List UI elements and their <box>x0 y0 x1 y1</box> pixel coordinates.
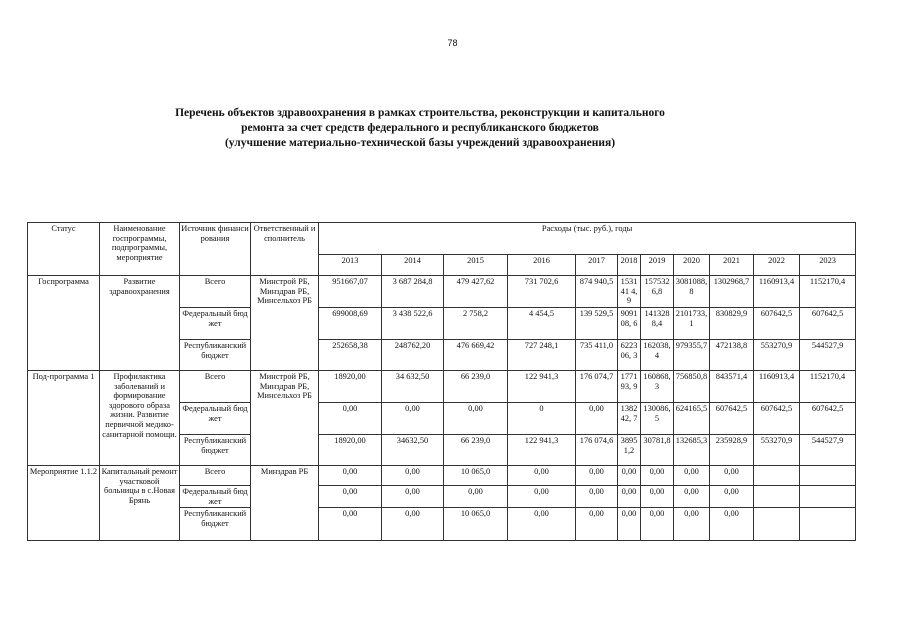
cell-value: 874 940,5 <box>576 276 618 308</box>
cell-value <box>800 486 856 508</box>
cell-value: 0,00 <box>382 403 444 435</box>
cell-value: 1160913,4 <box>754 371 800 403</box>
cell-value: 30781,8 <box>641 435 674 466</box>
year-header: 2015 <box>444 255 508 276</box>
cell-value: 0 <box>508 403 576 435</box>
row-source: Всего <box>180 371 251 403</box>
cell-value: 162038,4 <box>641 340 674 371</box>
cell-value <box>754 486 800 508</box>
year-header: 2018 <box>618 255 641 276</box>
year-header: 2020 <box>674 255 710 276</box>
cell-value: 2 758,2 <box>444 308 508 340</box>
header-expenses: Расходы (тыс. руб.), годы <box>319 223 856 255</box>
year-header: 2023 <box>800 255 856 276</box>
cell-value: 0,00 <box>710 508 754 541</box>
cell-value: 843571,4 <box>710 371 754 403</box>
cell-value: 0,00 <box>508 466 576 486</box>
cell-value: 699008,69 <box>319 308 382 340</box>
year-header: 2022 <box>754 255 800 276</box>
cell-value: 0,00 <box>618 508 641 541</box>
year-header: 2016 <box>508 255 576 276</box>
cell-value: 10 065,0 <box>444 508 508 541</box>
cell-value: 0,00 <box>576 508 618 541</box>
row-executor: Минстрой РБ, Минздрав РБ, Минсельхоз РБ <box>251 276 319 371</box>
cell-value: 735 411,0 <box>576 340 618 371</box>
row-status: Госпрограмма <box>28 276 100 371</box>
cell-value: 0,00 <box>319 508 382 541</box>
year-header: 2014 <box>382 255 444 276</box>
cell-value: 909108, 6 <box>618 308 641 340</box>
cell-value: 0,00 <box>641 508 674 541</box>
cell-value: 34632,50 <box>382 435 444 466</box>
cell-value: 3895 1,2 <box>618 435 641 466</box>
cell-value: 0,00 <box>710 486 754 508</box>
cell-value: 177193, 9 <box>618 371 641 403</box>
cell-value: 607642,5 <box>710 403 754 435</box>
cell-value: 0,00 <box>618 486 641 508</box>
cell-value: 479 427,62 <box>444 276 508 308</box>
cell-value: 727 248,1 <box>508 340 576 371</box>
cell-value: 1160913,4 <box>754 276 800 308</box>
cell-value: 0,00 <box>576 466 618 486</box>
page-number: 78 <box>447 38 458 48</box>
cell-value: 2101733,1 <box>674 308 710 340</box>
cell-value: 0,00 <box>319 486 382 508</box>
cell-value: 607642,5 <box>800 308 856 340</box>
cell-value: 160868,3 <box>641 371 674 403</box>
cell-value: 235928,9 <box>710 435 754 466</box>
row-source: Республиканский бюджет <box>180 435 251 466</box>
cell-value: 4 454,5 <box>508 308 576 340</box>
cell-value: 0,00 <box>710 466 754 486</box>
cell-value: 139 529,5 <box>576 308 618 340</box>
row-source: Республиканский бюджет <box>180 508 251 541</box>
cell-value: 476 669,42 <box>444 340 508 371</box>
cell-value: 0,00 <box>382 486 444 508</box>
cell-value: 830829,9 <box>710 308 754 340</box>
cell-value: 553270,9 <box>754 340 800 371</box>
cell-value: 1575326,8 <box>641 276 674 308</box>
cell-value: 951667,07 <box>319 276 382 308</box>
cell-value: 607642,5 <box>754 403 800 435</box>
cell-value: 0,00 <box>319 466 382 486</box>
expenses-table <box>27 222 856 541</box>
cell-value: 0,00 <box>508 486 576 508</box>
cell-value: 0,00 <box>674 508 710 541</box>
title-line-1: Перечень объектов здравоохранения в рамках строительства, реконструкции и капитального <box>175 107 665 119</box>
cell-value: 0,00 <box>576 486 618 508</box>
cell-value: 3 687 284,8 <box>382 276 444 308</box>
cell-value: 66 239,0 <box>444 435 508 466</box>
row-executor: Минстрой РБ, Минздрав РБ, Минсельхоз РБ <box>251 371 319 466</box>
cell-value: 248762,20 <box>382 340 444 371</box>
cell-value: 122 941,3 <box>508 371 576 403</box>
cell-value: 0,00 <box>508 508 576 541</box>
header-status: Статус <box>28 223 100 276</box>
title-line-3: (улучшение материально-технической базы учреждений здравоохранения) <box>224 137 616 149</box>
cell-value: 0,00 <box>674 486 710 508</box>
cell-value: 18920,00 <box>319 371 382 403</box>
cell-value: 1152170,4 <box>800 371 856 403</box>
cell-value: 0,00 <box>618 466 641 486</box>
cell-value: 132685,3 <box>674 435 710 466</box>
row-name: Капитальный ремонт участковой больницы в с.Новая Брянь <box>100 466 180 541</box>
cell-value: 0,00 <box>641 466 674 486</box>
cell-value: 553270,9 <box>754 435 800 466</box>
cell-value: 176 074,7 <box>576 371 618 403</box>
row-executor: Минздрав РБ <box>251 466 319 541</box>
cell-value: 0,00 <box>444 403 508 435</box>
row-name: Профилактика заболеваний и формирование здорового образа жизни. Развитие первичной медико-санитарной помощи. <box>100 371 180 466</box>
cell-value: 0,00 <box>382 466 444 486</box>
year-header: 2019 <box>641 255 674 276</box>
cell-value: 0,00 <box>576 403 618 435</box>
year-header: 2017 <box>576 255 618 276</box>
row-source: Республиканский бюджет <box>180 340 251 371</box>
cell-value: 544527,9 <box>800 435 856 466</box>
cell-value <box>800 508 856 541</box>
cell-value <box>800 466 856 486</box>
year-header: 2013 <box>319 255 382 276</box>
cell-value: 0,00 <box>382 508 444 541</box>
cell-value: 1152170,4 <box>800 276 856 308</box>
year-header: 2021 <box>710 255 754 276</box>
cell-value: 252658,38 <box>319 340 382 371</box>
cell-value: 10 065,0 <box>444 466 508 486</box>
row-source: Федеральный бюджет <box>180 308 251 340</box>
cell-value: 3 438 522,6 <box>382 308 444 340</box>
cell-value: 122 941,3 <box>508 435 576 466</box>
row-source: Федеральный бюджет <box>180 486 251 508</box>
cell-value: 622306, 3 <box>618 340 641 371</box>
cell-value: 66 239,0 <box>444 371 508 403</box>
cell-value: 3081088,8 <box>674 276 710 308</box>
cell-value: 138242, 7 <box>618 403 641 435</box>
row-status: Мероприятие 1.1.2 <box>28 466 100 541</box>
cell-value: 130086,5 <box>641 403 674 435</box>
cell-value: 979355,7 <box>674 340 710 371</box>
cell-value: 0,00 <box>674 466 710 486</box>
header-source: Источник финансирования <box>180 223 251 276</box>
cell-value: 472138,8 <box>710 340 754 371</box>
cell-value: 607642,5 <box>800 403 856 435</box>
cell-value <box>754 466 800 486</box>
cell-value: 624165,5 <box>674 403 710 435</box>
cell-value: 1302968,7 <box>710 276 754 308</box>
cell-value: 0,00 <box>641 486 674 508</box>
cell-value: 0,00 <box>444 486 508 508</box>
row-source: Федеральный бюджет <box>180 403 251 435</box>
cell-value: 0,00 <box>319 403 382 435</box>
cell-value: 756850,8 <box>674 371 710 403</box>
cell-value: 544527,9 <box>800 340 856 371</box>
header-name: Наименование госпрограммы, подпрограммы, мероприятие <box>100 223 180 276</box>
header-executor: Ответственный исполнитель <box>251 223 319 276</box>
cell-value: 1413288,4 <box>641 308 674 340</box>
row-name: Развитие здравоохранения <box>100 276 180 371</box>
cell-value: 607642,5 <box>754 308 800 340</box>
row-source: Всего <box>180 466 251 486</box>
cell-value: 731 702,6 <box>508 276 576 308</box>
cell-value: 18920,00 <box>319 435 382 466</box>
row-source: Всего <box>180 276 251 308</box>
cell-value: 176 074,6 <box>576 435 618 466</box>
title-line-2: ремонта за счет средств федерального и республиканского бюджетов <box>241 122 599 134</box>
document-title <box>110 106 730 151</box>
cell-value <box>754 508 800 541</box>
cell-value: 34 632,50 <box>382 371 444 403</box>
row-status: Под-программа 1 <box>28 371 100 466</box>
cell-value: 153141 4,9 <box>618 276 641 308</box>
